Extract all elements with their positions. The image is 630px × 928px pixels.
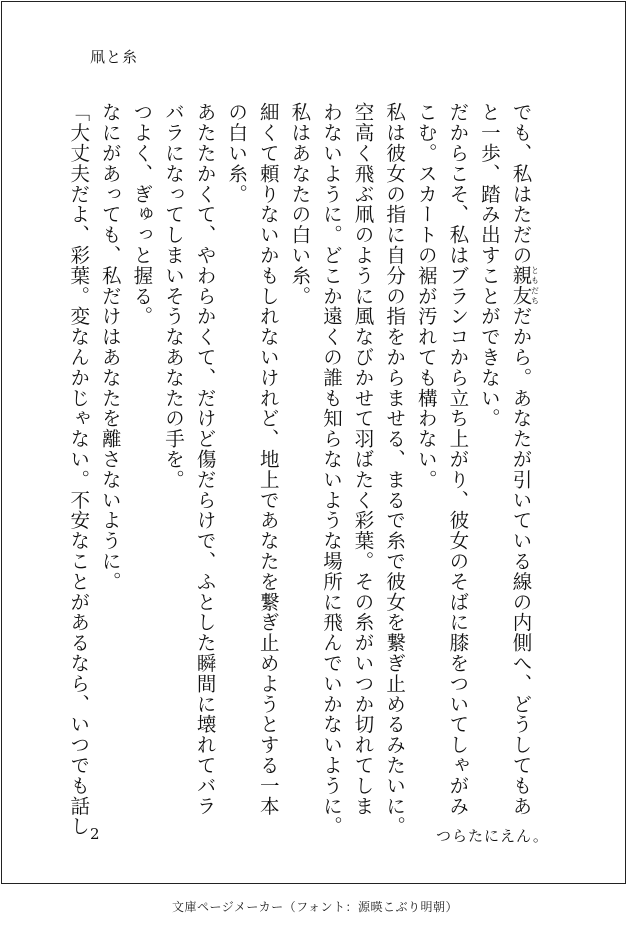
body-line: あたたかくて、やわらかくて、だけど傷だらけで、ふとした瞬間に壊れてバラ	[193, 102, 217, 816]
body-line: バラになってしまいそうなあなたの手を。	[161, 102, 185, 490]
page-number: 2	[90, 825, 100, 843]
body-line: 私はあなたの白い糸。	[288, 102, 312, 306]
body-line: と一歩、踏み出すことができない。	[477, 102, 501, 429]
body-line: でも、私はただの親友ともだちだから。あなたが引いている線の内側へ、どうしてもあ	[509, 102, 540, 817]
body-line: こむ。スカートの裾が汚れても構わない。	[414, 102, 438, 490]
body-line: つよく、ぎゅっと握る。	[130, 102, 154, 327]
body-line: 細くて頼りないかもしれないけれど、地上であなたを繋ぎ止めようとする一本	[256, 102, 280, 816]
body-line: わないように。どこか遠くの誰も知らないような場所に飛んでいかないように。	[319, 102, 343, 837]
body-line: 空高く飛ぶ凧のように風なびかせて羽ばたく彩葉。その糸がいつか切れてしま	[351, 102, 375, 816]
header-title: 凧と糸	[90, 48, 139, 66]
body-line: 私は彼女の指に自分の指をからませる、まるで糸で彼女を繋ぎ止めるみたいに。	[383, 102, 407, 837]
ruby-annotation: 親友ともだち	[509, 265, 540, 307]
body-line: なにがあっても、私だけはあなたを離さないように。	[98, 102, 122, 592]
footer-credit: 文庫ページメーカー（フォント：源暎こぶり明朝）	[171, 900, 459, 914]
body-line: の白い糸。	[225, 102, 249, 204]
author-name: つらたにえん。	[436, 827, 549, 845]
page-frame	[1, 1, 626, 884]
body-line: 「大丈夫だよ、彩葉。変なんかじゃない。不安なことがあるなら、いつでも話し	[67, 102, 91, 837]
body-line: だからこそ、私はブランコから立ち上がり、彼女のそばに膝をついてしゃがみ	[446, 102, 470, 816]
